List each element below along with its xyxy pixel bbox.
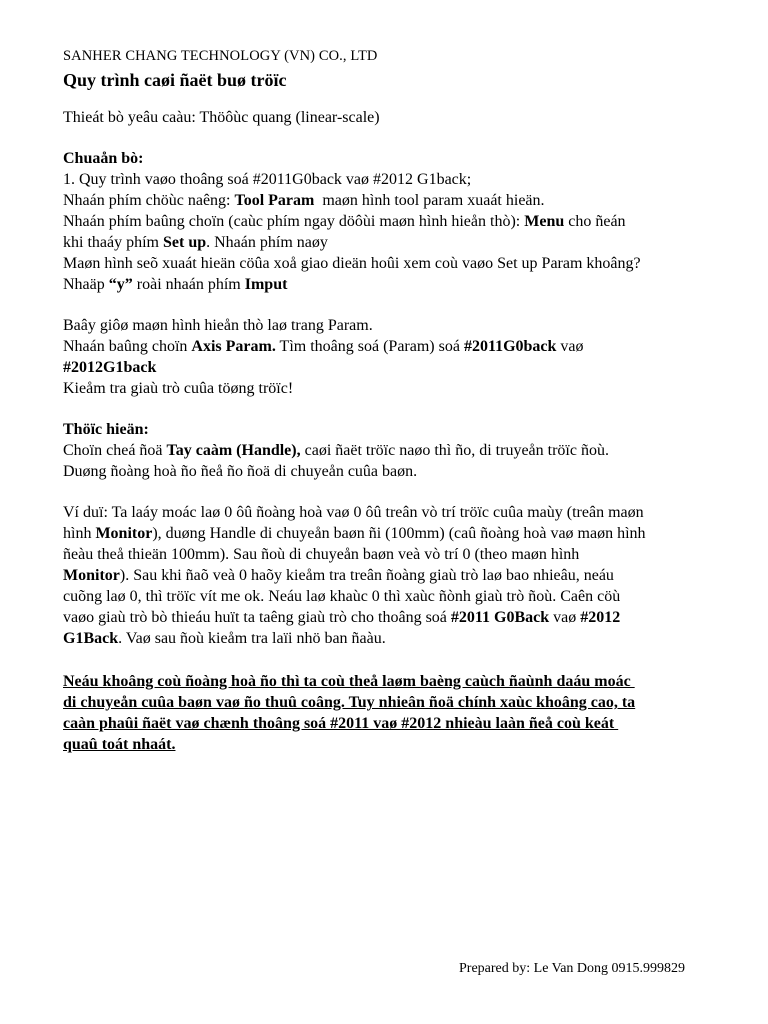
param-2011-g0back: #2011 G0Back: [450, 609, 550, 626]
example-line-2: hình Monitor), duøng Handle di chuyeån baøn ñi (100mm) (caû ñoàng hoà vaø maøn hình: [63, 525, 646, 542]
prep-step-1: 1. Quy trình vaøo thoâng soá #2011G0back vaø #2012 G1back;: [63, 171, 472, 188]
required-device-line: Thieát bò yeâu caàu: Thöôùc quang (linear-scale): [63, 109, 380, 126]
document-title: Quy trình caøi ñaët buø tröïc: [63, 70, 287, 90]
setup-key: Set up: [162, 234, 207, 251]
note-line-2: di chuyeån cuûa baøn vaø ño thuû coâng. Tuy nhieân ñoä chính xaùc khoâng cao, ta: [63, 694, 636, 711]
monitor-label: Monitor: [95, 525, 153, 542]
param-2011: #2011G0back: [463, 338, 557, 355]
monitor-label: Monitor: [63, 567, 120, 584]
menu-key: Menu: [524, 213, 565, 230]
example-line-3: ñeàu theå thieän 100mm). Sau ñoù di chuyeån baøn veà vò trí 0 (theo maøn hình: [63, 546, 580, 563]
example-line-4: Monitor). Sau khi ñaõ veà 0 haõy kieåm tra treân ñoàng giaù trò laø bao nhieâu, neáu: [63, 567, 614, 584]
prep-step-3: Nhaán phím baûng choïn (caùc phím ngay döôùi maøn hình hieån thò): Menu cho ñeán: [63, 213, 626, 230]
note-line-1: Neáu khoâng coù ñoàng hoà ño thì ta coù theå laøm baèng caùch ñaùnh daáu moác: [63, 673, 635, 690]
prep-step-5: Maøn hình seõ xuaát hieän cöûa xoå giao dieän hoûi xem coù vaøo Set up Param khoâng?: [63, 255, 641, 272]
tool-param-key: Tool Param: [234, 192, 315, 209]
example-line-1: Ví duï: Ta laáy moác laø 0 ôû ñoàng hoà vaø 0 ôû treân vò trí tröïc cuûa maùy (treân maøn: [63, 504, 644, 521]
exec-line-2: Duøng ñoàng hoà ño ñeå ño ñoä di chuyeån cuûa baøn.: [63, 463, 418, 480]
prep-step-4: khi thaáy phím Set up. Nhaán phím naøy: [63, 234, 328, 251]
prepared-by-footer: Prepared by: Le Van Dong 0915.999829: [459, 961, 686, 976]
company-name: SANHER CHANG TECHNOLOGY (VN) CO., LTD: [63, 48, 378, 64]
prep-step-6: Nhaäp “y” roài nhaán phím Imput: [63, 276, 288, 293]
param-2012: #2012G1back: [63, 359, 157, 376]
param-line-4: Kieåm tra giaù trò cuûa töøng tröïc!: [63, 380, 294, 397]
handle-mode: Tay caàm (Handle),: [166, 442, 301, 459]
example-line-5: cuõng laø 0, thì tröïc vít me ok. Neáu laø khaùc 0 thì xaùc ñònh giaù trò ñoù. Caên cöù: [63, 588, 621, 605]
param-2012: #2012: [580, 609, 621, 626]
example-line-6: vaøo giaù trò bò thieáu huït ta taêng giaù trò cho thoâng soá #2011 G0Back vaø #2012: [63, 609, 621, 626]
param-line-2: Nhaán baûng choïn Axis Param. Tìm thoâng soá (Param) soá #2011G0back vaø: [63, 338, 584, 355]
document-page: [63, 46, 723, 755]
param-g1back: G1Back: [63, 630, 119, 647]
note-line-3: caàn phaûi ñaët vaø chænh thoâng soá #2011 vaø #2012 nhieàu laàn ñeå coù keát: [63, 715, 619, 732]
exec-line-1: Choïn cheá ñoä Tay caàm (Handle), caøi ñaët tröïc naøo thì ño, di truyeån tröïc ñoù.: [63, 442, 609, 459]
note-line-4: quaû toát nhaát.: [63, 736, 176, 753]
param-line-1: Baây giôø maøn hình hieån thò laø trang Param.: [63, 317, 373, 334]
example-line-7: G1Back. Vaø sau ñoù kieåm tra laïi nhö ban ñaàu.: [63, 630, 386, 647]
exec-heading: Thöïc hieän:: [63, 421, 149, 438]
imput-key: Imput: [244, 276, 288, 293]
prep-step-2: Nhaán phím chöùc naêng: Tool Param maøn hình tool param xuaát hieän.: [63, 192, 545, 209]
y-key: “y”: [108, 276, 133, 293]
axis-param-key: Axis Param.: [191, 338, 276, 355]
prep-heading: Chuaån bò:: [63, 150, 144, 167]
